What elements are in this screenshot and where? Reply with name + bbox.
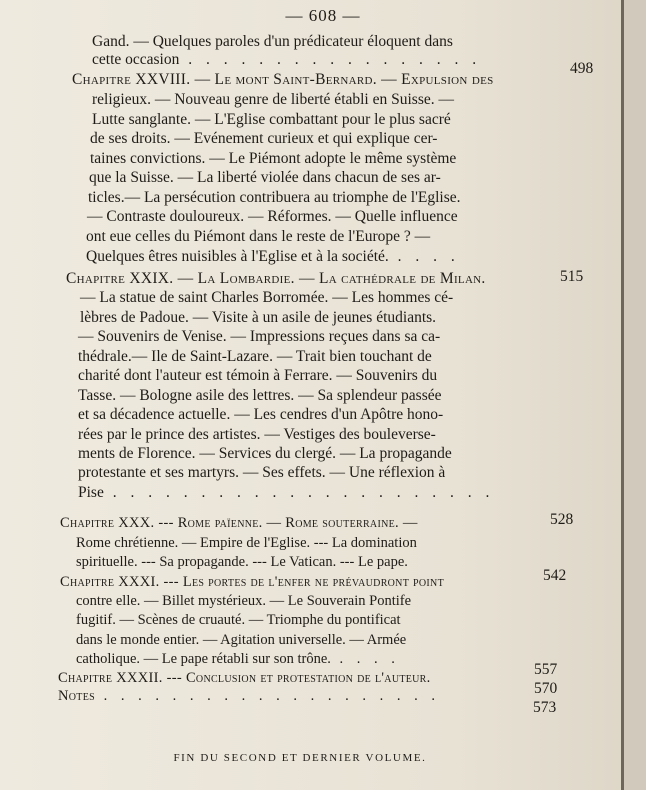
page-number: — 608 — [285, 6, 361, 25]
toc-line: charité dont l'auteur est témoin à Ferrare. — Souvenirs du [78, 367, 438, 384]
toc-chapter-heading: Chapitre XXX. --- Rome païenne. — Rome souterraine. — [60, 515, 418, 531]
page-edge [624, 0, 646, 790]
page-spine-shadow [621, 0, 624, 790]
toc-line: Lutte sanglante. — L'Eglise combattant pour le plus sacré [92, 111, 451, 128]
toc-line: de ses droits. — Evénement curieux et qui explique cer- [90, 130, 438, 147]
toc-page-ref: 528 [550, 511, 574, 528]
toc-line: Quelques êtres nuisibles à l'Eglise et à la société. . . . . [86, 248, 460, 265]
toc-line: rées par le prince des artistes. — Vestiges des bouleverse- [78, 426, 436, 443]
toc-line: Pise . . . . . . . . . . . . . . . . . . . . . . [78, 484, 495, 501]
toc-line: religieux. — Nouveau genre de liberté établi en Suisse. — [92, 91, 454, 108]
end-of-volume-footer: FIN DU SECOND ET DERNIER VOLUME. [173, 752, 427, 764]
toc-line: ments de Florence. — Services du clergé. — La propagande [78, 445, 452, 462]
toc-page-ref: 515 [560, 268, 584, 285]
toc-page-ref: 498 [570, 60, 594, 77]
toc-line: catholique. — Le pape rétabli sur son trône. . . . . [76, 651, 400, 667]
toc-chapter-heading: Chapitre XXIX. — La Lombardie. — La cathédrale de Milan. [66, 270, 486, 287]
toc-line: contre elle. — Billet mystérieux. — Le Souverain Pontife [76, 593, 412, 609]
toc-line: lèbres de Padoue. — Visite à un asile de jeunes étudiants. [80, 309, 437, 326]
toc-line: fugitif. — Scènes de cruauté. — Triomphe du pontificat [76, 612, 401, 628]
toc-page-ref: 557 [534, 661, 558, 678]
toc-line: — La statue de saint Charles Borromée. — Les hommes cé- [80, 289, 454, 306]
toc-page-ref: 542 [543, 567, 567, 584]
toc-line: protestante et ses martyrs. — Ses effets. — Une réflexion à [78, 464, 446, 481]
toc-line: thédrale.— Ile de Saint-Lazare. — Trait bien touchant de [78, 348, 432, 365]
toc-line: — Souvenirs de Venise. — Impressions reçues dans sa ca- [78, 328, 441, 345]
toc-page-ref: 570 [534, 680, 558, 697]
toc-line: cette occasion . . . . . . . . . . . . . . . . . [92, 51, 482, 68]
toc-chapter-heading: Chapitre XXXI. --- Les portes de l'enfer ne prévaudront point [60, 574, 444, 590]
toc-line: que la Suisse. — La liberté violée dans chacun de ses ar- [89, 169, 441, 186]
toc-chapter-heading: Chapitre XXXII. --- Conclusion et protestation de l'auteur. [58, 670, 431, 686]
toc-line: dans le monde entier. — Agitation universelle. — Armée [76, 632, 407, 648]
toc-line: — Contraste douloureux. — Réformes. — Quelle influence [87, 208, 458, 225]
toc-line: taines convictions. — Le Piémont adopte le même système [90, 150, 457, 167]
toc-page-ref: 573 [533, 699, 557, 716]
toc-line: ticles.— La persécution contribuera au triomphe de l'Eglise. [88, 189, 461, 206]
toc-line: spirituelle. --- Sa propagande. --- Le Vatican. --- Le pape. [76, 554, 408, 570]
toc-line: Rome chrétienne. — Empire de l'Eglise. --- La domination [76, 535, 417, 551]
toc-line: Tasse. — Bologne asile des lettres. — Sa splendeur passée [78, 387, 442, 404]
toc-line: Gand. — Quelques paroles d'un prédicateur éloquent dans [92, 33, 453, 50]
toc-notes-heading: Notes . . . . . . . . . . . . . . . . . . . . [58, 688, 440, 704]
toc-line: et sa décadence actuelle. — Les cendres d'un Apôtre hono- [78, 406, 444, 423]
toc-line: ont eue celles du Piémont dans le reste de l'Europe ? — [86, 228, 431, 245]
toc-chapter-heading: Chapitre XXVIII. — Le mont Saint-Bernard. — Expulsion des [72, 71, 494, 88]
